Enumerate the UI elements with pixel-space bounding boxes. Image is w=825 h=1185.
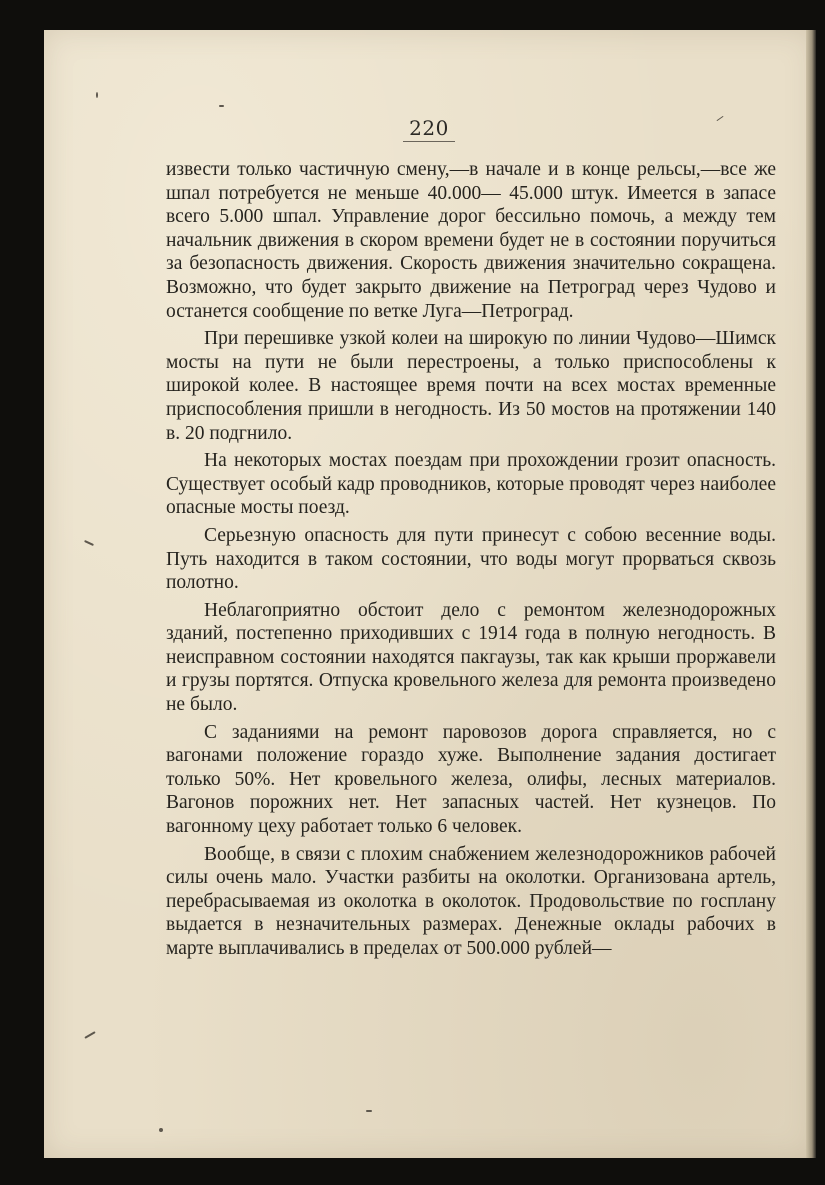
paragraph-7: Вообще, в связи с плохим снабжением железнодорожников рабочей силы очень мало. Участки разбиты на околотки. Организована артель, перебрасываемая из околотка в околоток. Продовольствие по госплану выдается в незначительных размерах. Денежные оклады рабочих в марте выплачивались в пределах от 500.000 рублей— [166, 843, 776, 959]
paragraph-6: С заданиями на ремонт паровозов дорога справляется, но с вагонами положение гораздо хуже. Выполнение задания достигает только 50%. Нет кровельного железа, олифы, лесных материалов. Вагонов порожних нет. Нет запасных частей. Нет кузнецов. По вагонному цеху работает только 6 человек. [166, 721, 776, 838]
paragraph-2: При перешивке узкой колеи на широкую по линии Чудово—Шимск мосты на пути не были перестроены, а только приспособлены к широкой колее. В настоящее время почти на всех мостах временные приспособления пришли в негодность. Из 50 мостов на протяжении 140 в. 20 подгнило. [166, 328, 776, 444]
page-number [44, 116, 814, 142]
paper-speck [96, 92, 98, 98]
paper-speck [84, 1031, 95, 1039]
book-page [44, 30, 814, 1158]
body-text [166, 158, 776, 961]
paper-speck [219, 105, 224, 107]
paper-speck [84, 540, 94, 546]
page-edge [806, 30, 816, 1158]
paragraph-3: На некоторых мостах поездам при прохождении грозит опасность. Существует особый кадр проводников, которые проводят через наиболее опасные мосты поезд. [166, 450, 776, 519]
paragraph-4: Серьезную опасность для пути принесут с собою весенние воды. Путь находится в таком состоянии, что воды могут прорваться сквозь полотно. [166, 524, 776, 594]
paragraph-1: извести только частичную смену,—в начале и в конце рельсы,—все же шпал потребуется не меньше 40.000— 45.000 штук. Имеется в запасе всего 5.000 шпал. Управление дорог бессильно помочь, а между тем начальник движения в скором времени будет не в состоянии поручиться за безопасность движения. Скорость движения значительно сокращена. Возможно, что будет закрыто движение на Петроград через Чудово и останется сообщение по ветке Луга—Петроград. [166, 159, 776, 322]
paper-speck [159, 1128, 163, 1132]
paper-speck [366, 1110, 372, 1112]
paragraph-5: Неблагоприятно обстоит дело с ремонтом железнодорожных зданий, постепенно приходивших с 1914 года в полную негодность. В неисправном состоянии находятся пакгаузы, так как крыши проржавели и грузы портятся. Отпуска кровельного железа для ремонта произведено не было. [166, 599, 776, 716]
page-number-text: 220 [403, 116, 455, 142]
